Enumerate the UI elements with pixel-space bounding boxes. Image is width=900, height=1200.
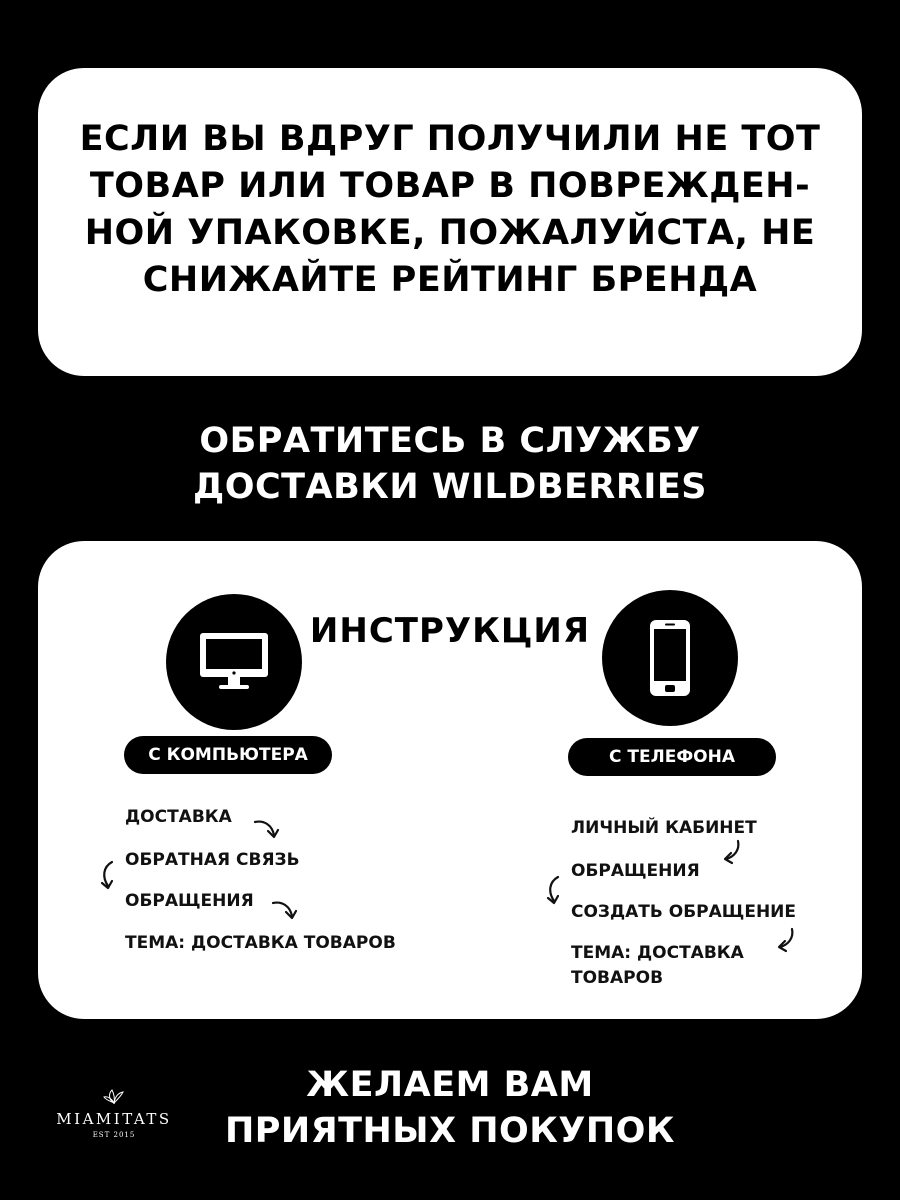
from-phone-label: С ТЕЛЕФОНА xyxy=(568,738,776,776)
brand-established: EST 2015 xyxy=(92,1131,136,1139)
warning-line: НОЙ УПАКОВКЕ, ПОЖАЛУЙСТА, НЕ xyxy=(84,213,816,253)
curved-arrow-icon xyxy=(720,838,744,866)
pc-step-delivery: ДОСТАВКА xyxy=(125,807,232,827)
contact-line: ОБРАТИТЕСЬ В СЛУЖБУ xyxy=(199,421,701,461)
curved-arrow-icon xyxy=(270,898,300,924)
warning-message xyxy=(38,116,862,304)
curved-arrow-icon xyxy=(98,859,118,893)
phone-step-topic: ТЕМА: ДОСТАВКА xyxy=(571,943,744,963)
phone-step-requests: ОБРАЩЕНИЯ xyxy=(571,861,700,881)
curved-arrow-icon xyxy=(774,926,798,954)
pc-step-requests: ОБРАЩЕНИЯ xyxy=(125,891,254,911)
contact-line: ДОСТАВКИ WILDBERRIES xyxy=(193,467,707,507)
from-computer-label: С КОМПЬЮТЕРА xyxy=(124,736,332,774)
instruction-title: ИНСТРУКЦИЯ xyxy=(309,611,591,651)
smartphone-icon-badge xyxy=(602,590,738,726)
pc-step-topic: ТЕМА: ДОСТАВКА ТОВАРОВ xyxy=(125,933,396,953)
phone-step-account: ЛИЧНЫЙ КАБИНЕТ xyxy=(571,818,757,838)
warning-card xyxy=(38,68,862,376)
instruction-card xyxy=(38,541,862,1019)
warning-line: ТОВАР ИЛИ ТОВАР В ПОВРЕЖДЕН- xyxy=(89,166,811,206)
curved-arrow-icon xyxy=(252,817,282,843)
phone-step-create-request: СОЗДАТЬ ОБРАЩЕНИЕ xyxy=(571,902,797,922)
phone-step-topic-cont: ТОВАРОВ xyxy=(571,968,664,988)
closing-line: ЖЕЛАЕМ ВАМ xyxy=(306,1065,594,1105)
smartphone-icon xyxy=(648,618,692,698)
warning-line: ЕСЛИ ВЫ ВДРУГ ПОЛУЧИЛИ НЕ ТОТ xyxy=(79,119,821,159)
warning-line: СНИЖАЙТЕ РЕЙТИНГ БРЕНДА xyxy=(142,260,758,300)
curved-arrow-icon xyxy=(544,874,564,908)
pc-step-feedback: ОБРАТНАЯ СВЯЗЬ xyxy=(125,850,300,870)
contact-heading xyxy=(0,418,900,510)
closing-line: ПРИЯТНЫХ ПОКУПОК xyxy=(224,1111,676,1151)
closing-heading xyxy=(0,1062,900,1154)
brand-name: MIAMITATS xyxy=(56,1110,172,1128)
